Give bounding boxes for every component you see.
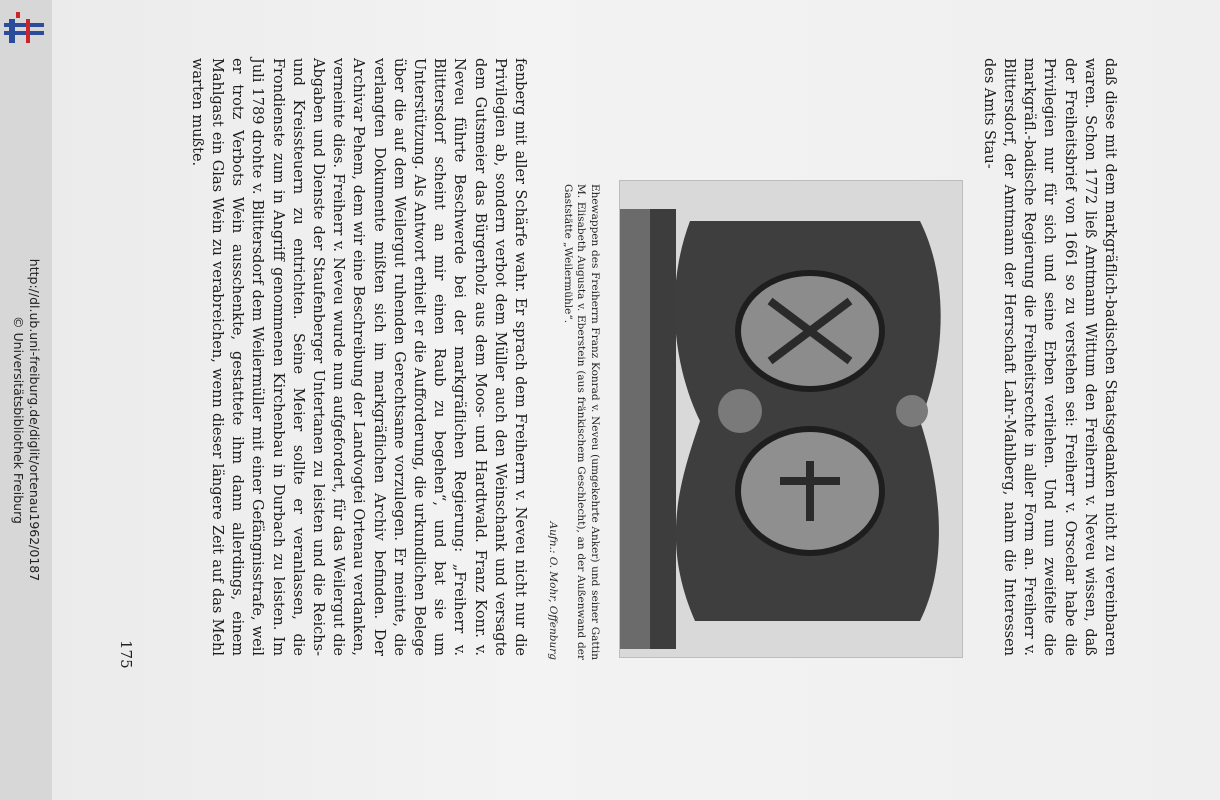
copyright-notice: © Universitätsbibliothek Freiburg: [11, 316, 26, 524]
photo-credit: Aufn.: O. Mohr, Offenburg: [547, 521, 560, 660]
sidebar-text: [10, 230, 42, 610]
scanned-page: [52, 0, 1220, 800]
photo-caption: [546, 184, 601, 660]
coat-of-arms-photo: [619, 180, 963, 658]
library-logo-icon: [2, 8, 46, 52]
bottom-paragraph: fenberg mit aller Schärfe wahr. Er sprach dem Freiherrn v. Neveu nicht nur die Privilegien ab, sondern verbot dem Müller auch den Weinschank und versagte dem Gutsmeier das Bürgerholz aus dem Moos- und Hardtwald. Franz Konr. v. Neveu führte Beschwerde bei der markgräflichen Regierung: „Freiherr v. Blittersdorf scheint an mir einen Raub zu begehen“, und bat sie um Unterstützung. Als Antwort erhielt er die Aufforderung, die urkundlichen Belege über die auf dem Weilergut ruhenden Gerechtsame vorzulegen. Er meinte, die verlangten Dokumente mißten sich im markgräflichen Archiv befinden. Der Archivar Pehem, dem wir eine Beschreibung der Landvogtei Ortenau verdanken, verneinte dies. Freiherr v. Neveu wurde nun aufgefordert, für das Weilergut die Abgaben und Dienste der Staufenberger Untertanen zu leisten und die Reichs- und Kreissteuern zu entrichten. Seine Meier sollte er veranlassen, die Frondienste zum in Angriff genommenen Kirchenbau in Durbach zu leisten. Im Juli 1789 drohte v. Blittersdorf dem Weilermüller mit einer Gefängnisstrafe, weil er trotz Verbots Wein ausschenkte, gestattete ihm dann allerdings, einem Mahlgast ein Glas Wein zu verabreichen, wenn dieser längere Zeit auf das Mehl warten mußte.: [188, 58, 528, 656]
caption-text: Ehewappen des Freiherrn Franz Konrad v. Neveu (umgekehrte Anker) und seiner Gattin M. Elisabeth Augusta v. Eberstein (aus fränkischem Geschlecht), an der Außenwand der Gaststätte „Weilermühle“.: [562, 184, 601, 660]
library-sidebar: [0, 0, 52, 800]
top-paragraph: daß diese mit dem markgräflich-badischen Staatsgedanken nicht zu vereinbaren waren. Schon 1772 ließ Amtmann Wittum den Freiherrn v. Neveu wissen, daß der Freiheitsbrief von 1661 so zu verstehen sei: Freiherr v. Orscelar habe die Privilegien nur für sich und seine Erben verliehen. Und nun zweifelte die markgräfl.-badische Regierung die Freiheitsrechte in aller Form an. Freiherr v. Blittersdorf, der Amtmann der Herrschaft Lahr-Mahlberg, nahm die Interessen des Amts Stau-: [980, 58, 1118, 656]
page-number: 175: [117, 640, 135, 669]
coat-of-arms-image: [620, 181, 962, 657]
digital-url[interactable]: http://dl.ub.uni-freiburg.de/diglit/ortenau1962/0187: [27, 258, 42, 582]
top-text-block: [980, 58, 1120, 656]
bottom-text-block: [190, 58, 530, 656]
